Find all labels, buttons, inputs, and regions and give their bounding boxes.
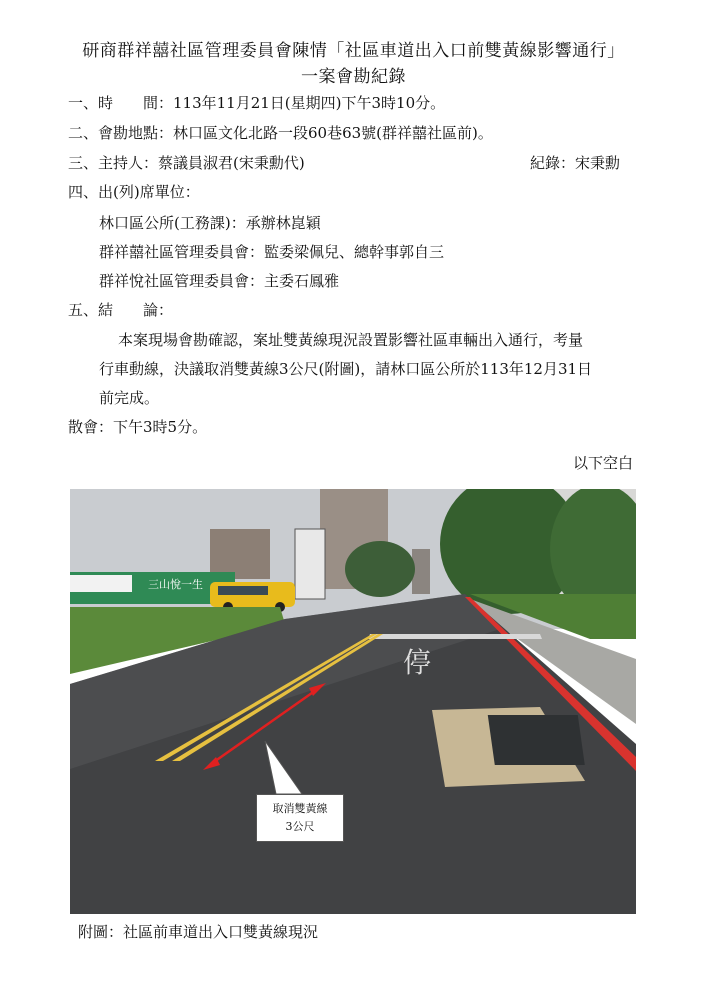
attendees-heading: 四、出(列)席單位： <box>68 183 200 201</box>
document-title-line-1: 研商群祥囍社區管理委員會陳情「社區車道出入口前雙黃線影響通行」 <box>82 41 625 61</box>
site-photo <box>70 489 636 914</box>
conclusion-line: 行車動線，決議取消雙黃線3公尺(附圖)，請林口區公所於113年12月31日 <box>99 360 593 378</box>
callout-box <box>256 794 344 842</box>
photo-caption: 附圖：社區前車道出入口雙黃線現況 <box>78 923 319 941</box>
attendee-item: 群祥悅社區管理委員會：主委石鳳雅 <box>99 272 340 290</box>
adjourn-time: 散會：下午3時5分。 <box>68 418 208 436</box>
attendee-item: 群祥囍社區管理委員會：監委梁佩兒、總幹事郭自三 <box>99 243 445 261</box>
attendee-item: 林口區公所(工務課)：承辦林崑穎 <box>99 214 321 232</box>
conclusion-heading: 五、結 論： <box>68 301 174 319</box>
meeting-time: 一、時 間：113年11月21日(星期四)下午3時10分。 <box>68 94 446 112</box>
billboard-sign-text: 三山悅一生 <box>148 578 203 591</box>
document-title-line-2: 一案會勘紀錄 <box>301 67 406 87</box>
conclusion-line: 本案現場會勘確認，案址雙黃線現況設置影響社區車輛出入通行，考量 <box>118 331 584 349</box>
conclusion-line: 前完成。 <box>99 389 160 407</box>
meeting-location: 二、會勘地點：林口區文化北路一段60巷63號(群祥囍社區前)。 <box>68 124 493 142</box>
callout-line-2: 3公尺 <box>285 820 315 833</box>
meeting-host: 三、主持人：蔡議員淑君(宋秉勳代) <box>68 154 305 172</box>
blank-below-note: 以下空白 <box>573 454 634 472</box>
road-marking-text: 停 <box>403 646 432 679</box>
meeting-recorder: 紀錄：宋秉勳 <box>530 154 621 172</box>
callout-line-1: 取消雙黃線 <box>272 802 328 815</box>
